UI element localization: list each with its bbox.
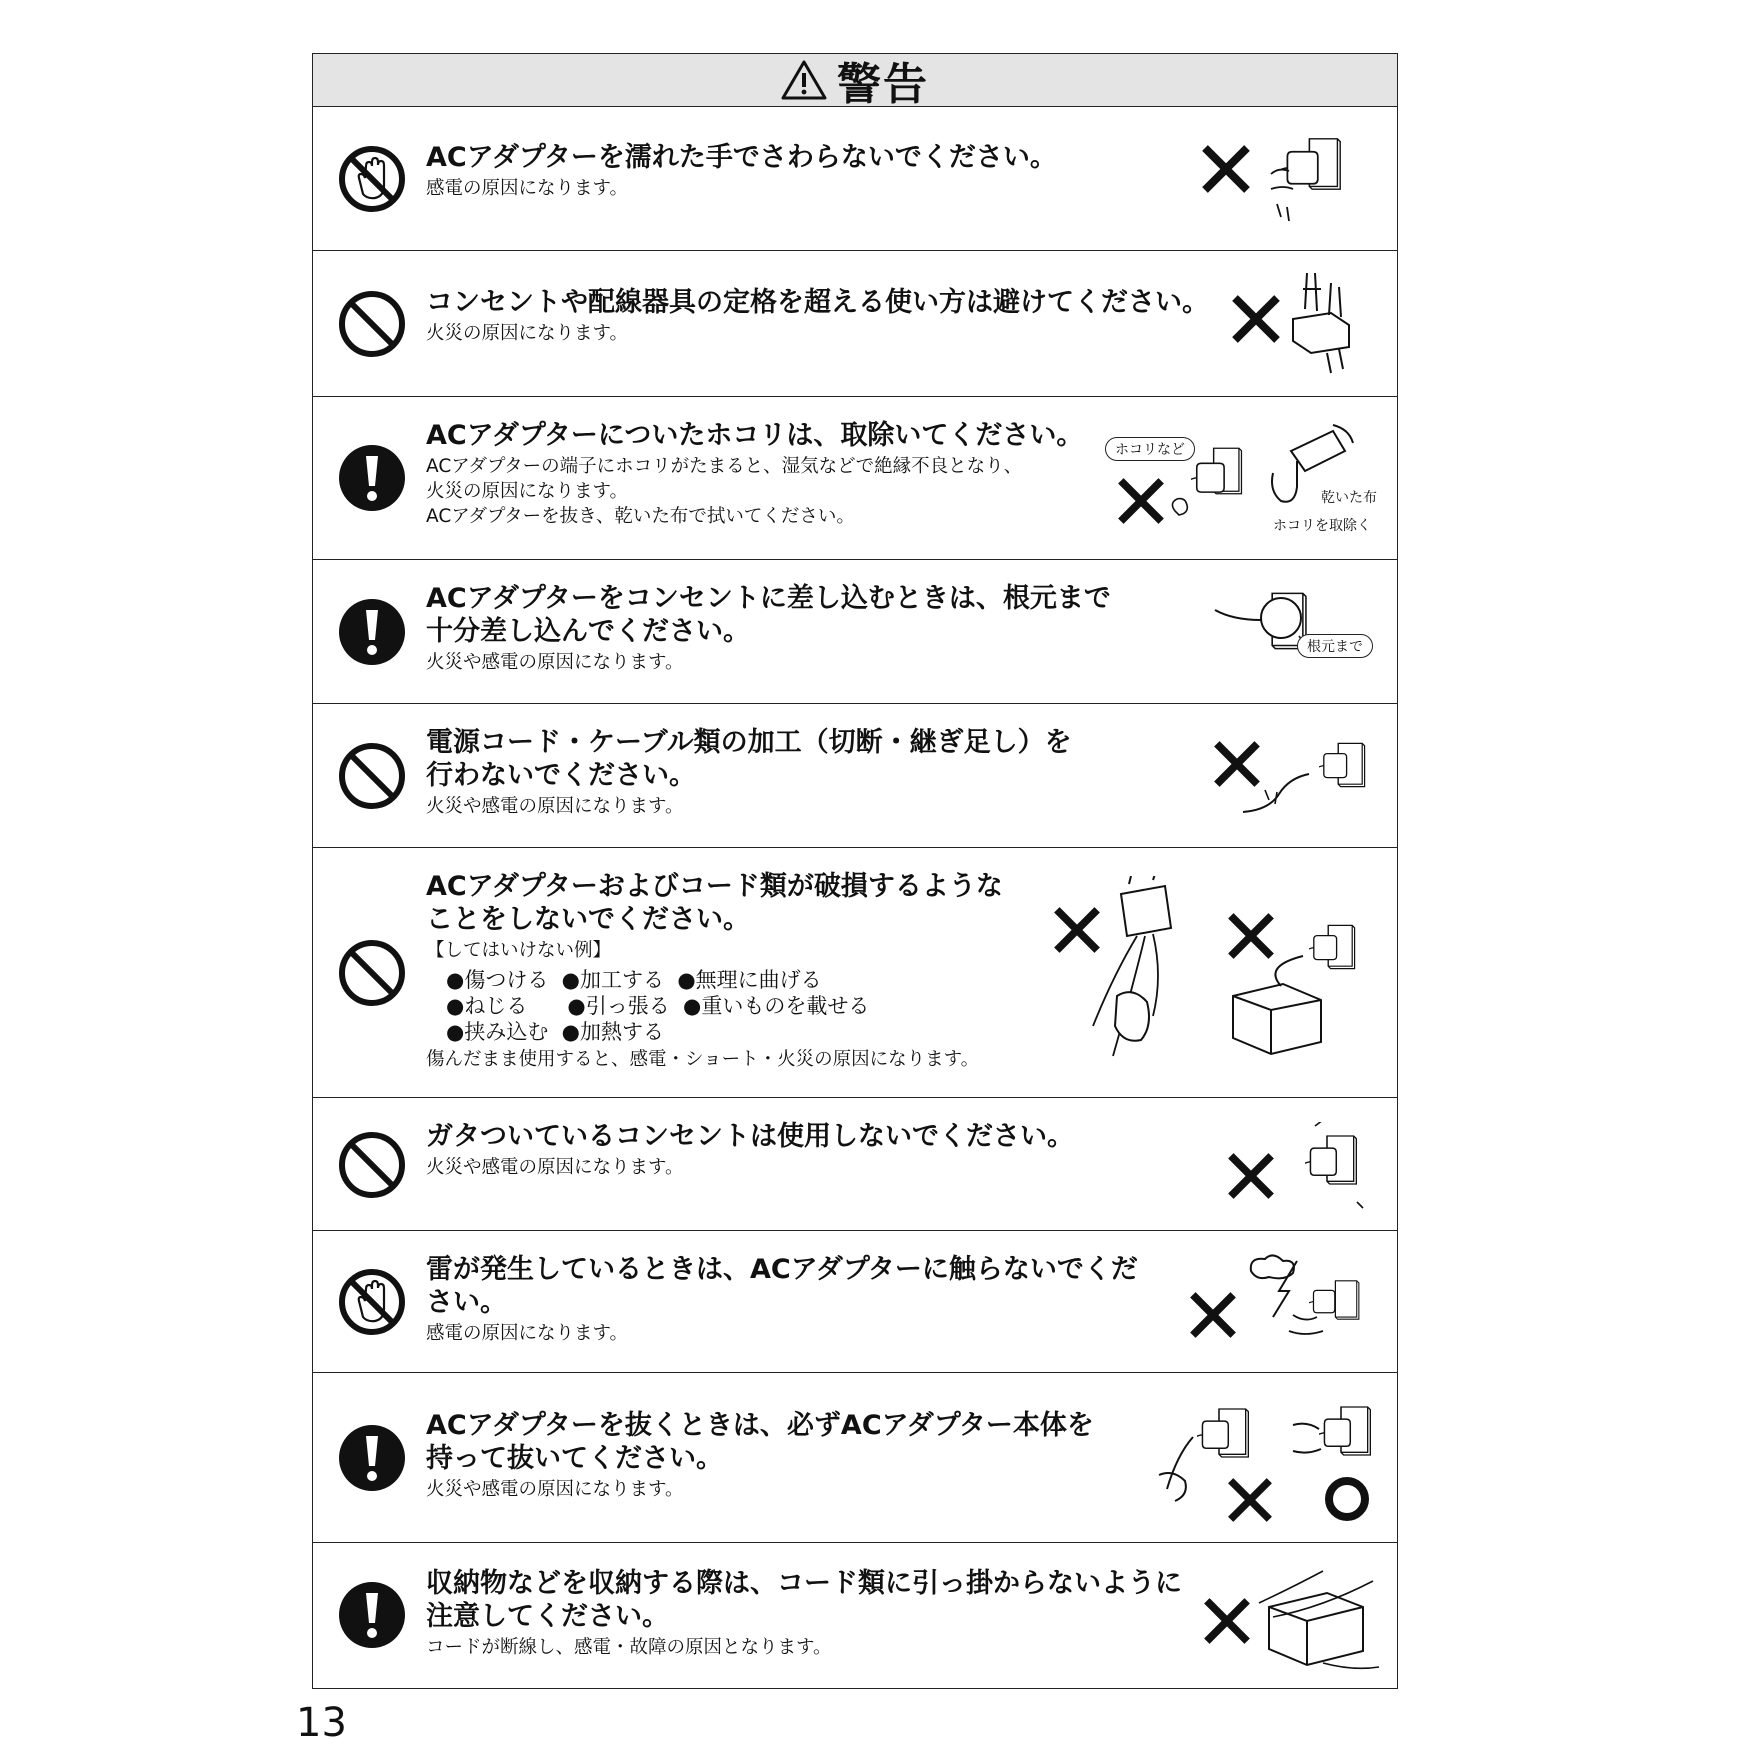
mandatory-exclamation-icon [337, 1423, 407, 1493]
warning-item-8 [313, 1231, 1397, 1373]
prohibited-icon [337, 938, 407, 1008]
item-text [426, 726, 1072, 819]
cut-cord-illustration [1213, 734, 1373, 824]
header-title: 警告 [837, 59, 929, 110]
item-text [426, 419, 1083, 529]
item-title: ACアダプターを抜くときは、必ずACアダプター本体を 持って抜いてください。 [426, 1410, 1094, 1474]
example-line-3: ●挟み込む ●加熱する [446, 1020, 664, 1044]
unplug-by-body-illustration [1153, 1395, 1383, 1525]
item-title: ACアダプターについたホコリは、取除いてください。 [426, 420, 1084, 451]
plug-fully-inserted-illustration [1213, 580, 1333, 680]
loose-outlet-illustration [1227, 1122, 1367, 1212]
item-desc: 感電の原因になります。 [426, 1323, 629, 1344]
item-text [426, 141, 1057, 201]
no-touch-hand-icon [337, 1267, 407, 1337]
warning-item-1 [313, 107, 1397, 251]
label-dust: ホコリなど [1105, 437, 1195, 461]
item-desc: 火災や感電の原因になります。 [426, 1479, 684, 1500]
example-line-1: ●傷つける ●加工する ●無理に曲げる [446, 968, 822, 992]
item-text [426, 1120, 1074, 1180]
item-title: 雷が発生しているときは、ACアダプターに触らないでくだ さい。 [426, 1254, 1138, 1318]
item-desc: 火災や感電の原因になります。 [426, 652, 684, 673]
warning-sheet [312, 53, 1398, 1689]
overloaded-outlet-illustration [1231, 269, 1371, 379]
item-desc: 傷んだまま使用すると、感電・ショート・火災の原因になります。 [426, 1049, 980, 1070]
warning-item-2 [313, 251, 1397, 397]
item-title: 収納物などを収納する際は、コード類に引っ掛からないように 注意してください。 [426, 1568, 1182, 1632]
example-line-2: ●ねじる ●引っ張る ●重いものを載せる [446, 994, 870, 1018]
warning-item-7 [313, 1098, 1397, 1231]
item-title: コンセントや配線器具の定格を超える使い方は避けてください。 [426, 287, 1209, 318]
mandatory-exclamation-icon [337, 443, 407, 513]
prohibited-icon [337, 741, 407, 811]
warning-item-10 [313, 1543, 1397, 1690]
label-dry-cloth: 乾いた布 [1321, 490, 1377, 506]
warning-item-5 [313, 704, 1397, 848]
storage-box-cord-illustration [1203, 1567, 1383, 1677]
page-number: 13 [296, 1700, 347, 1746]
no-touch-hand-icon [337, 144, 407, 214]
item-text [426, 1409, 1094, 1502]
mandatory-exclamation-icon [337, 597, 407, 667]
warning-item-3 [313, 397, 1397, 560]
item-desc: 感電の原因になります。 [426, 178, 629, 199]
item-text [426, 1253, 1138, 1346]
prohibited-icon [337, 289, 407, 359]
examples-heading: 【してはいけない例】 [426, 940, 612, 961]
item-title: ACアダプターおよびコード類が破損するような ことをしないでください。 [426, 871, 1003, 935]
item-desc: コードが断線し、感電・故障の原因となります。 [426, 1637, 832, 1658]
item-title: ガタついているコンセントは使用しないでください。 [426, 1121, 1074, 1152]
warning-header [313, 54, 1397, 110]
warning-item-9 [313, 1373, 1397, 1543]
prohibited-icon [337, 1130, 407, 1200]
item-text [426, 582, 1111, 675]
item-title: ACアダプターを濡れた手でさわらないでください。 [426, 142, 1057, 173]
item-text [426, 286, 1209, 346]
item-desc: 火災や感電の原因になります。 [426, 1157, 684, 1178]
warning-item-6 [313, 848, 1397, 1098]
item-title: 電源コード・ケーブル類の加工（切断・継ぎ足し）を 行わないでください。 [426, 727, 1072, 791]
warning-triangle-icon [781, 59, 827, 101]
mandatory-exclamation-icon [337, 1580, 407, 1650]
item-desc: 火災や感電の原因になります。 [426, 796, 684, 817]
damaged-cord-illustration [1053, 876, 1373, 1076]
item-text [426, 1567, 1182, 1660]
warning-item-4 [313, 560, 1397, 704]
lightning-plug-illustration [1189, 1251, 1369, 1351]
label-to-the-base: 根元まで [1297, 634, 1373, 658]
item-desc: ACアダプターの端子にホコリがたまると、湿気などで絶縁不良となり、 火災の原因になります。 ACアダプターを抜き、乾いた布で拭いてください。 [426, 456, 1023, 527]
item-text [426, 870, 1003, 1072]
item-desc: 火災の原因になります。 [426, 323, 629, 344]
wet-hand-plug-illustration [1201, 129, 1361, 229]
item-title: ACアダプターをコンセントに差し込むときは、根元まで 十分差し込んでください。 [426, 583, 1111, 647]
label-remove-dust: ホコリを取除く [1273, 518, 1371, 534]
